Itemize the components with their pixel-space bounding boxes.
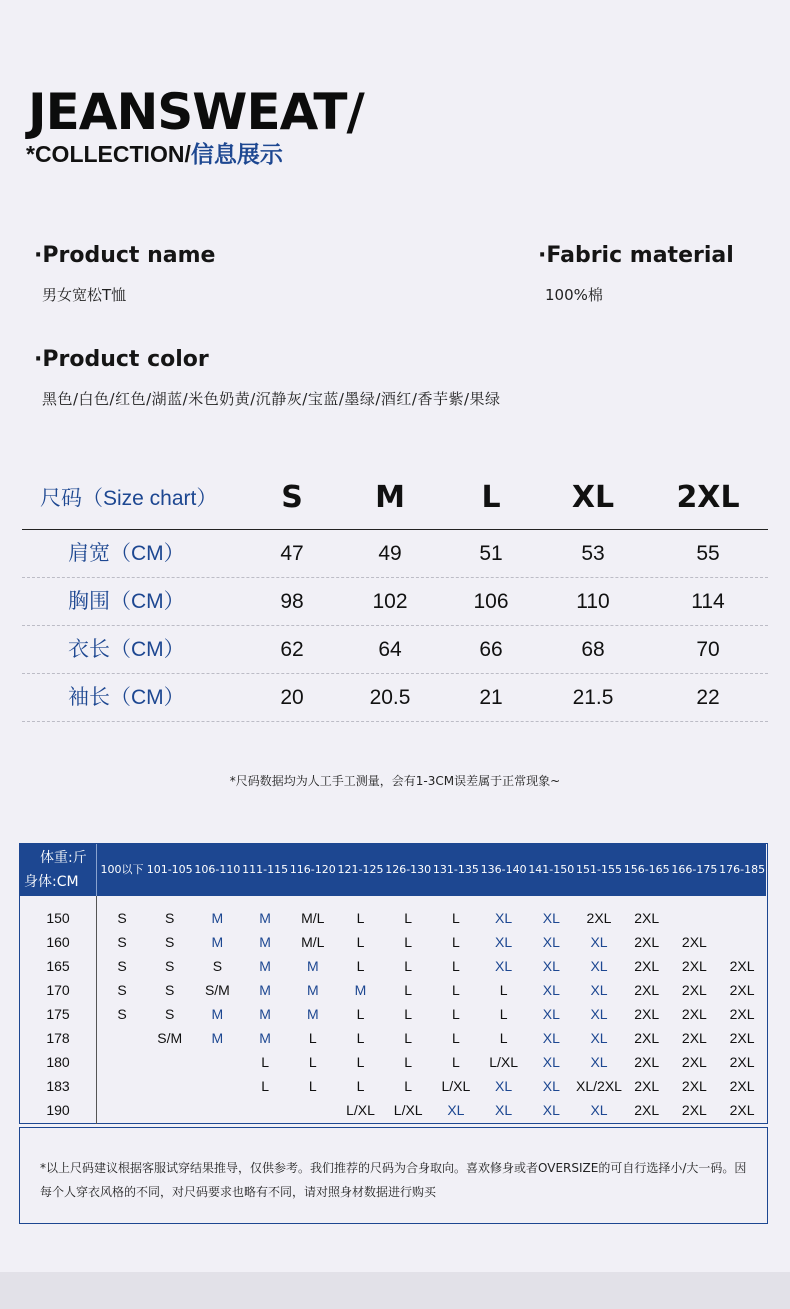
recommended-size: L — [451, 934, 460, 950]
size-value: 49 — [378, 542, 402, 565]
recommended-size: S — [117, 958, 127, 974]
recommended-size: XL — [495, 1102, 513, 1118]
table-row — [20, 1098, 766, 1122]
recommended-size: 2XL — [729, 958, 755, 974]
size-chart-row — [22, 578, 768, 626]
height-value: 170 — [46, 982, 70, 998]
recommended-size: L — [404, 982, 413, 998]
size-value: 64 — [378, 638, 402, 661]
size-value: 53 — [581, 542, 605, 565]
fabric-value: 100%棉 — [545, 286, 603, 304]
size-value: 110 — [576, 590, 610, 613]
product-color-value: 黑色/白色/红色/湖蓝/米色奶黄/沉静灰/宝蓝/墨绿/酒红/香芋紫/果绿 — [42, 390, 501, 408]
recommended-size: XL — [542, 1054, 560, 1070]
recommended-size: S/M — [157, 1030, 183, 1046]
recommended-size: M — [211, 1030, 224, 1046]
height-value: 175 — [46, 1006, 70, 1022]
size-value: 55 — [696, 542, 720, 565]
weight-range-header: 100以下 — [100, 863, 144, 876]
recommended-size: 2XL — [634, 1102, 660, 1118]
height-value: 190 — [46, 1102, 70, 1118]
recommended-size: L — [451, 982, 460, 998]
table-row — [20, 930, 766, 954]
recommended-size: L — [356, 910, 365, 926]
recommended-size: S — [165, 910, 175, 926]
bottom-band — [0, 1272, 790, 1309]
table-row — [20, 906, 766, 930]
recommended-size: L — [356, 1030, 365, 1046]
recommended-size: XL — [590, 1054, 608, 1070]
size-value: 20 — [280, 686, 304, 709]
size-value: 62 — [280, 638, 304, 661]
size-chart-row — [22, 530, 768, 578]
recommended-size: L — [261, 1054, 269, 1070]
recommended-size: 2XL — [681, 1006, 707, 1022]
weight-range-header: 126-130 — [385, 863, 432, 876]
recommended-size: XL — [542, 934, 560, 950]
recommended-size: 2XL — [681, 1102, 707, 1118]
recommended-size: XL — [590, 1102, 608, 1118]
recommended-size: 2XL — [634, 1006, 660, 1022]
recommended-size: XL — [447, 1102, 465, 1118]
recommended-size: S — [117, 934, 127, 950]
size-value: 21 — [479, 686, 503, 709]
recommended-size: L — [499, 1030, 508, 1046]
size-col-s: S — [281, 480, 303, 515]
recommendation-box — [19, 1127, 768, 1224]
recommended-size: L — [356, 1006, 365, 1022]
size-chart-title: 尺码（Size chart） — [40, 487, 218, 510]
recommended-size: XL — [542, 1006, 560, 1022]
product-name-value: 男女宽松T恤 — [42, 286, 127, 304]
recommended-size: L — [404, 910, 413, 926]
recommended-size: XL — [495, 910, 513, 926]
recommended-size: 2XL — [634, 982, 660, 998]
size-value: 47 — [280, 542, 304, 565]
recommended-size: 2XL — [634, 958, 660, 974]
recommended-size: XL — [542, 1078, 560, 1094]
height-value: 178 — [46, 1030, 70, 1046]
product-name-heading: ·Product name — [34, 243, 216, 268]
height-value: 183 — [46, 1078, 70, 1094]
recommended-size: XL — [542, 1102, 560, 1118]
recommended-size: 2XL — [681, 958, 707, 974]
collection-heading — [26, 139, 283, 169]
recommended-size: L — [404, 934, 413, 950]
size-chart-row — [22, 674, 768, 722]
size-chart-row — [22, 626, 768, 674]
product-color-heading: ·Product color — [34, 347, 209, 372]
recommended-size: M — [259, 1006, 271, 1022]
recommended-size: L — [404, 958, 413, 974]
recommended-size: S — [117, 982, 127, 998]
height-unit-label: 身体:CM — [24, 874, 79, 890]
recommended-size: L — [404, 1054, 413, 1070]
row-label: 胸围（CM） — [68, 590, 185, 613]
recommended-size: M — [211, 934, 224, 950]
recommended-size: L — [308, 1078, 317, 1094]
recommended-size: L — [404, 1006, 413, 1022]
recommended-size: XL — [495, 958, 513, 974]
height-value: 180 — [46, 1054, 70, 1070]
recommended-size: M — [306, 982, 319, 998]
recommended-size: L — [308, 1054, 317, 1070]
recommended-size: L — [261, 1078, 269, 1094]
recommended-size: 2XL — [634, 934, 660, 950]
recommended-size: L — [308, 1030, 317, 1046]
collection-cn: 信息展示 — [190, 141, 283, 167]
weight-range-header: 136-140 — [480, 863, 527, 876]
size-value: 51 — [479, 542, 503, 565]
row-label: 袖长（CM） — [68, 686, 185, 709]
weight-range-header: 101-105 — [146, 863, 193, 876]
recommended-size: 2XL — [586, 910, 612, 926]
recommended-size: S — [165, 958, 175, 974]
recommended-size: L — [356, 958, 365, 974]
recommended-size: L — [451, 1006, 460, 1022]
recommended-size: L — [356, 1078, 365, 1094]
recommended-size: XL — [590, 934, 608, 950]
table-row — [20, 978, 766, 1002]
fabric-heading: ·Fabric material — [538, 243, 734, 268]
recommended-size: 2XL — [681, 982, 707, 998]
recommended-size: L — [356, 934, 365, 950]
header-divider — [96, 844, 97, 896]
height-value: 150 — [46, 910, 70, 926]
table-row — [20, 1002, 766, 1026]
size-value: 68 — [581, 638, 605, 661]
weight-header-row — [20, 844, 766, 896]
table-row — [20, 1026, 766, 1050]
recommended-size: L — [499, 1006, 508, 1022]
weight-height-table — [19, 843, 768, 1124]
recommended-size: L — [356, 1054, 365, 1070]
recommended-size: XL — [542, 982, 560, 998]
size-value: 22 — [696, 686, 720, 709]
recommended-size: 2XL — [681, 934, 707, 950]
brand-logo: JEANSWEAT/ — [28, 83, 364, 141]
recommended-size: M — [306, 958, 319, 974]
weight-range-header: 131-135 — [432, 863, 479, 876]
table-row — [20, 1074, 766, 1098]
recommended-size: 2XL — [729, 1078, 755, 1094]
recommended-size: XL — [590, 958, 608, 974]
size-chart-body — [22, 530, 768, 722]
size-col-m: M — [375, 480, 405, 515]
recommended-size: XL — [590, 1006, 608, 1022]
recommended-size: XL — [495, 1078, 513, 1094]
recommended-size: L — [404, 1030, 413, 1046]
recommended-size: XL — [495, 934, 513, 950]
recommended-size: M/L — [301, 910, 325, 926]
recommended-size: XL — [542, 958, 560, 974]
recommended-size: L/XL — [393, 1102, 423, 1118]
size-value: 114 — [691, 590, 725, 613]
weight-range-header: 151-155 — [576, 863, 622, 876]
recommended-size: M — [211, 910, 224, 926]
collection-en: *COLLECTION/ — [26, 141, 191, 167]
weight-range-header: 106-110 — [194, 863, 241, 876]
recommended-size: 2XL — [681, 1078, 707, 1094]
recommended-size: XL — [542, 910, 560, 926]
recommended-size: 2XL — [729, 982, 755, 998]
size-chart — [22, 470, 768, 722]
weight-range-header: 111-115 — [242, 863, 289, 876]
recommended-size: L — [499, 982, 508, 998]
size-value: 70 — [696, 638, 720, 661]
recommended-size: 2XL — [729, 1054, 755, 1070]
size-value: 66 — [479, 638, 503, 661]
recommended-size: M — [354, 982, 367, 998]
recommended-size: 2XL — [729, 1006, 755, 1022]
recommended-size: L — [451, 910, 460, 926]
recommended-size: S — [165, 982, 175, 998]
table-row — [20, 1050, 766, 1074]
height-value: 160 — [46, 934, 70, 950]
weight-range-header: 116-120 — [289, 863, 336, 876]
weight-range-header: 141-150 — [528, 863, 575, 876]
recommended-size: XL — [542, 1030, 560, 1046]
recommended-size: XL — [590, 982, 608, 998]
recommended-size: 2XL — [681, 1054, 707, 1070]
recommended-size: L/XL — [489, 1054, 518, 1070]
recommended-size: 2XL — [729, 1030, 755, 1046]
recommended-size: L — [451, 1054, 460, 1070]
recommended-size: 2XL — [729, 1102, 755, 1118]
recommended-size: L — [451, 958, 460, 974]
recommendation-note: *以上尺码建议根据客服试穿结果推导，仅供参考。我们推荐的尺码为合身取向。喜欢修身或者OVERSIZE的可自行选择小/大一码。因每个人穿衣风格的不同，对尺码要求也略有不同，请对照身材数据进行购买 — [40, 1161, 747, 1199]
weight-range-header: 156-165 — [623, 863, 670, 876]
measurement-note: *尺码数据均为人工手工测量，会有1-3CM误差属于正常现象~ — [229, 774, 561, 788]
recommended-size: 2XL — [634, 1078, 660, 1094]
weight-range-header: 166-175 — [671, 863, 718, 876]
row-label: 肩宽（CM） — [68, 542, 185, 565]
recommended-size: M — [259, 1030, 271, 1046]
recommended-size: XL/2XL — [576, 1078, 622, 1094]
recommended-size: M — [259, 958, 271, 974]
recommended-size: 2XL — [634, 1030, 660, 1046]
recommended-size: 2XL — [634, 910, 660, 926]
size-value: 106 — [473, 590, 509, 613]
size-value: 20.5 — [369, 686, 411, 709]
recommended-size: L — [404, 1078, 413, 1094]
size-col-l: L — [481, 480, 501, 515]
recommended-size: S — [212, 958, 223, 974]
recommended-size: M — [259, 910, 271, 926]
size-value: 21.5 — [572, 686, 614, 709]
size-col-xl: XL — [571, 480, 615, 515]
weight-unit-label: 体重:斤 — [40, 850, 87, 866]
recommended-size: M — [259, 982, 271, 998]
recommended-size: S — [165, 934, 175, 950]
table-row — [20, 954, 766, 978]
recommended-size: M — [211, 1006, 224, 1022]
recommended-size: 2XL — [681, 1030, 707, 1046]
recommended-size: 2XL — [634, 1054, 660, 1070]
recommended-size: M/L — [301, 934, 325, 950]
recommended-size: S — [117, 910, 127, 926]
recommended-size: S — [165, 1006, 175, 1022]
size-value: 98 — [280, 590, 304, 613]
recommended-size: L/XL — [441, 1078, 471, 1094]
recommended-size: M — [259, 934, 271, 950]
recommended-size: S — [117, 1006, 127, 1022]
recommended-size: S/M — [204, 982, 230, 998]
size-col-2xl: 2XL — [676, 480, 740, 515]
recommended-size: M — [306, 1006, 319, 1022]
recommended-size: L/XL — [346, 1102, 375, 1118]
weight-range-header: 176-185 — [719, 863, 766, 876]
size-chart-header — [22, 470, 768, 530]
height-value: 165 — [46, 958, 70, 974]
weight-range-header: 121-125 — [337, 863, 384, 876]
size-value: 102 — [372, 590, 408, 613]
recommended-size: L — [451, 1030, 460, 1046]
recommended-size: XL — [590, 1030, 608, 1046]
row-label: 衣长（CM） — [68, 638, 185, 661]
